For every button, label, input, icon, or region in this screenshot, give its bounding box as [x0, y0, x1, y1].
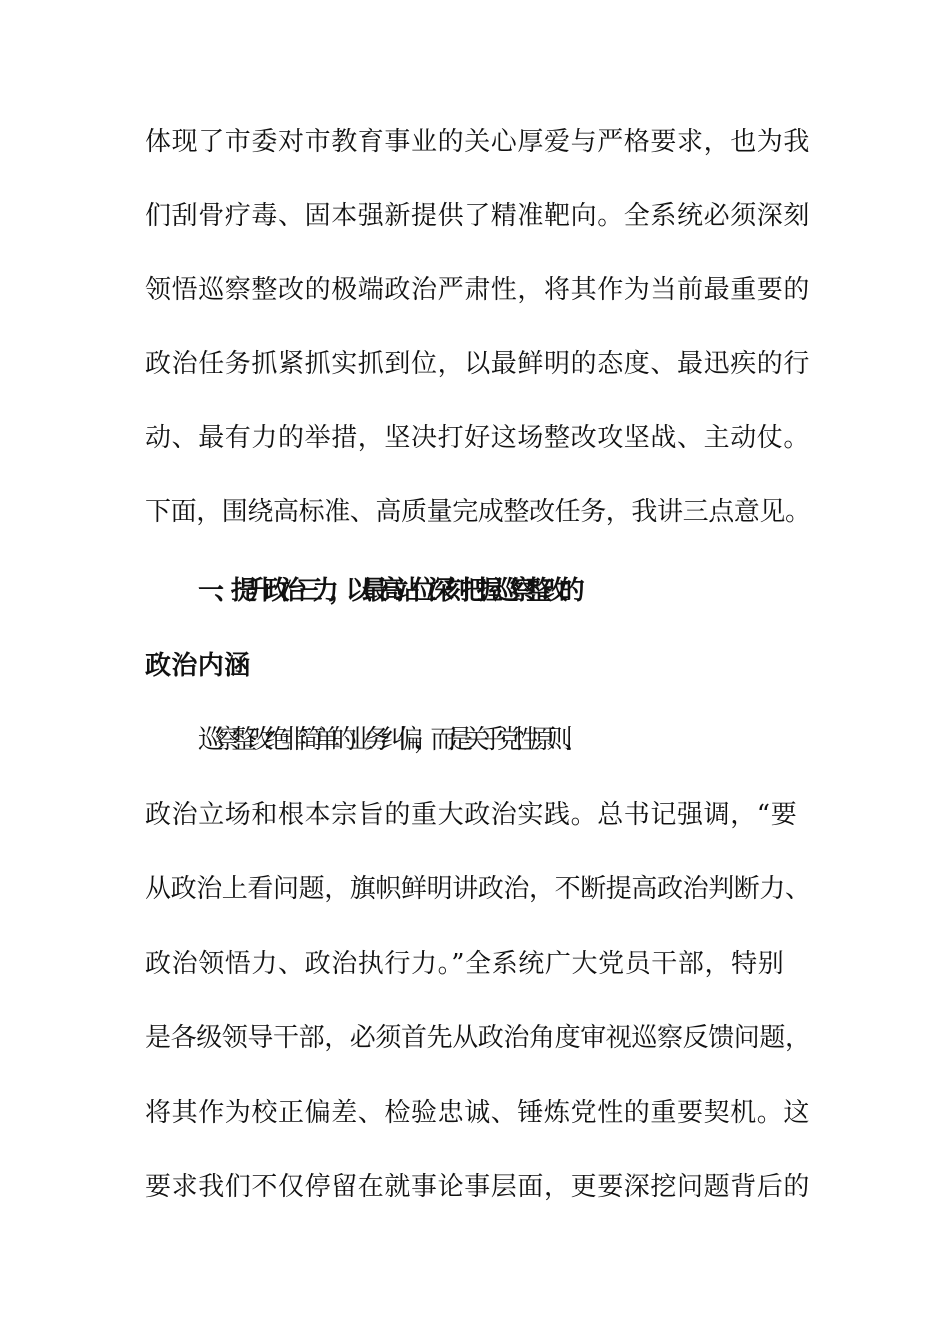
section-heading: 一、提升政治三力，以最高站位深刻把握巡察整改的 [198, 576, 576, 606]
paragraph-line: 从政治上看问题，旗帜鲜明讲政治，不断提高政治判断力、 [145, 874, 811, 904]
paragraph-line: 领悟巡察整改的极端政治严肃性，将其作为当前最重要的 [145, 275, 811, 305]
paragraph-line: 将其作为校正偏差、检验忠诚、锤炼党性的重要契机。这 [145, 1098, 811, 1128]
paragraph-line: 巡察整改绝非简单的业务纠偏，而是关乎党性原则、 [198, 725, 580, 755]
paragraph-line: 政治任务抓紧抓实抓到位，以最鲜明的态度、最迅疾的行 [145, 349, 811, 379]
paragraph-line: 体现了市委对市教育事业的关心厚爱与严格要求，也为我 [145, 127, 811, 157]
paragraph-line: 下面，围绕高标准、高质量完成整改任务，我讲三点意见。 [145, 497, 811, 527]
paragraph-line: 政治领悟力、政治执行力。”全系统广大党员干部，特别 [145, 949, 785, 979]
paragraph-line: 动、最有力的举措，坚决打好这场整改攻坚战、主动仗。 [145, 423, 811, 453]
section-heading-continued: 政治内涵 [145, 651, 251, 681]
paragraph-line: 要求我们不仅停留在就事论事层面，更要深挖问题背后的 [145, 1172, 811, 1202]
paragraph-line: 政治立场和根本宗旨的重大政治实践。总书记强调，“要 [145, 800, 798, 830]
paragraph-line: 们刮骨疗毒、固本强新提供了精准靶向。全系统必须深刻 [145, 201, 811, 231]
paragraph-line: 是各级领导干部，必须首先从政治角度审视巡察反馈问题， [145, 1023, 811, 1053]
